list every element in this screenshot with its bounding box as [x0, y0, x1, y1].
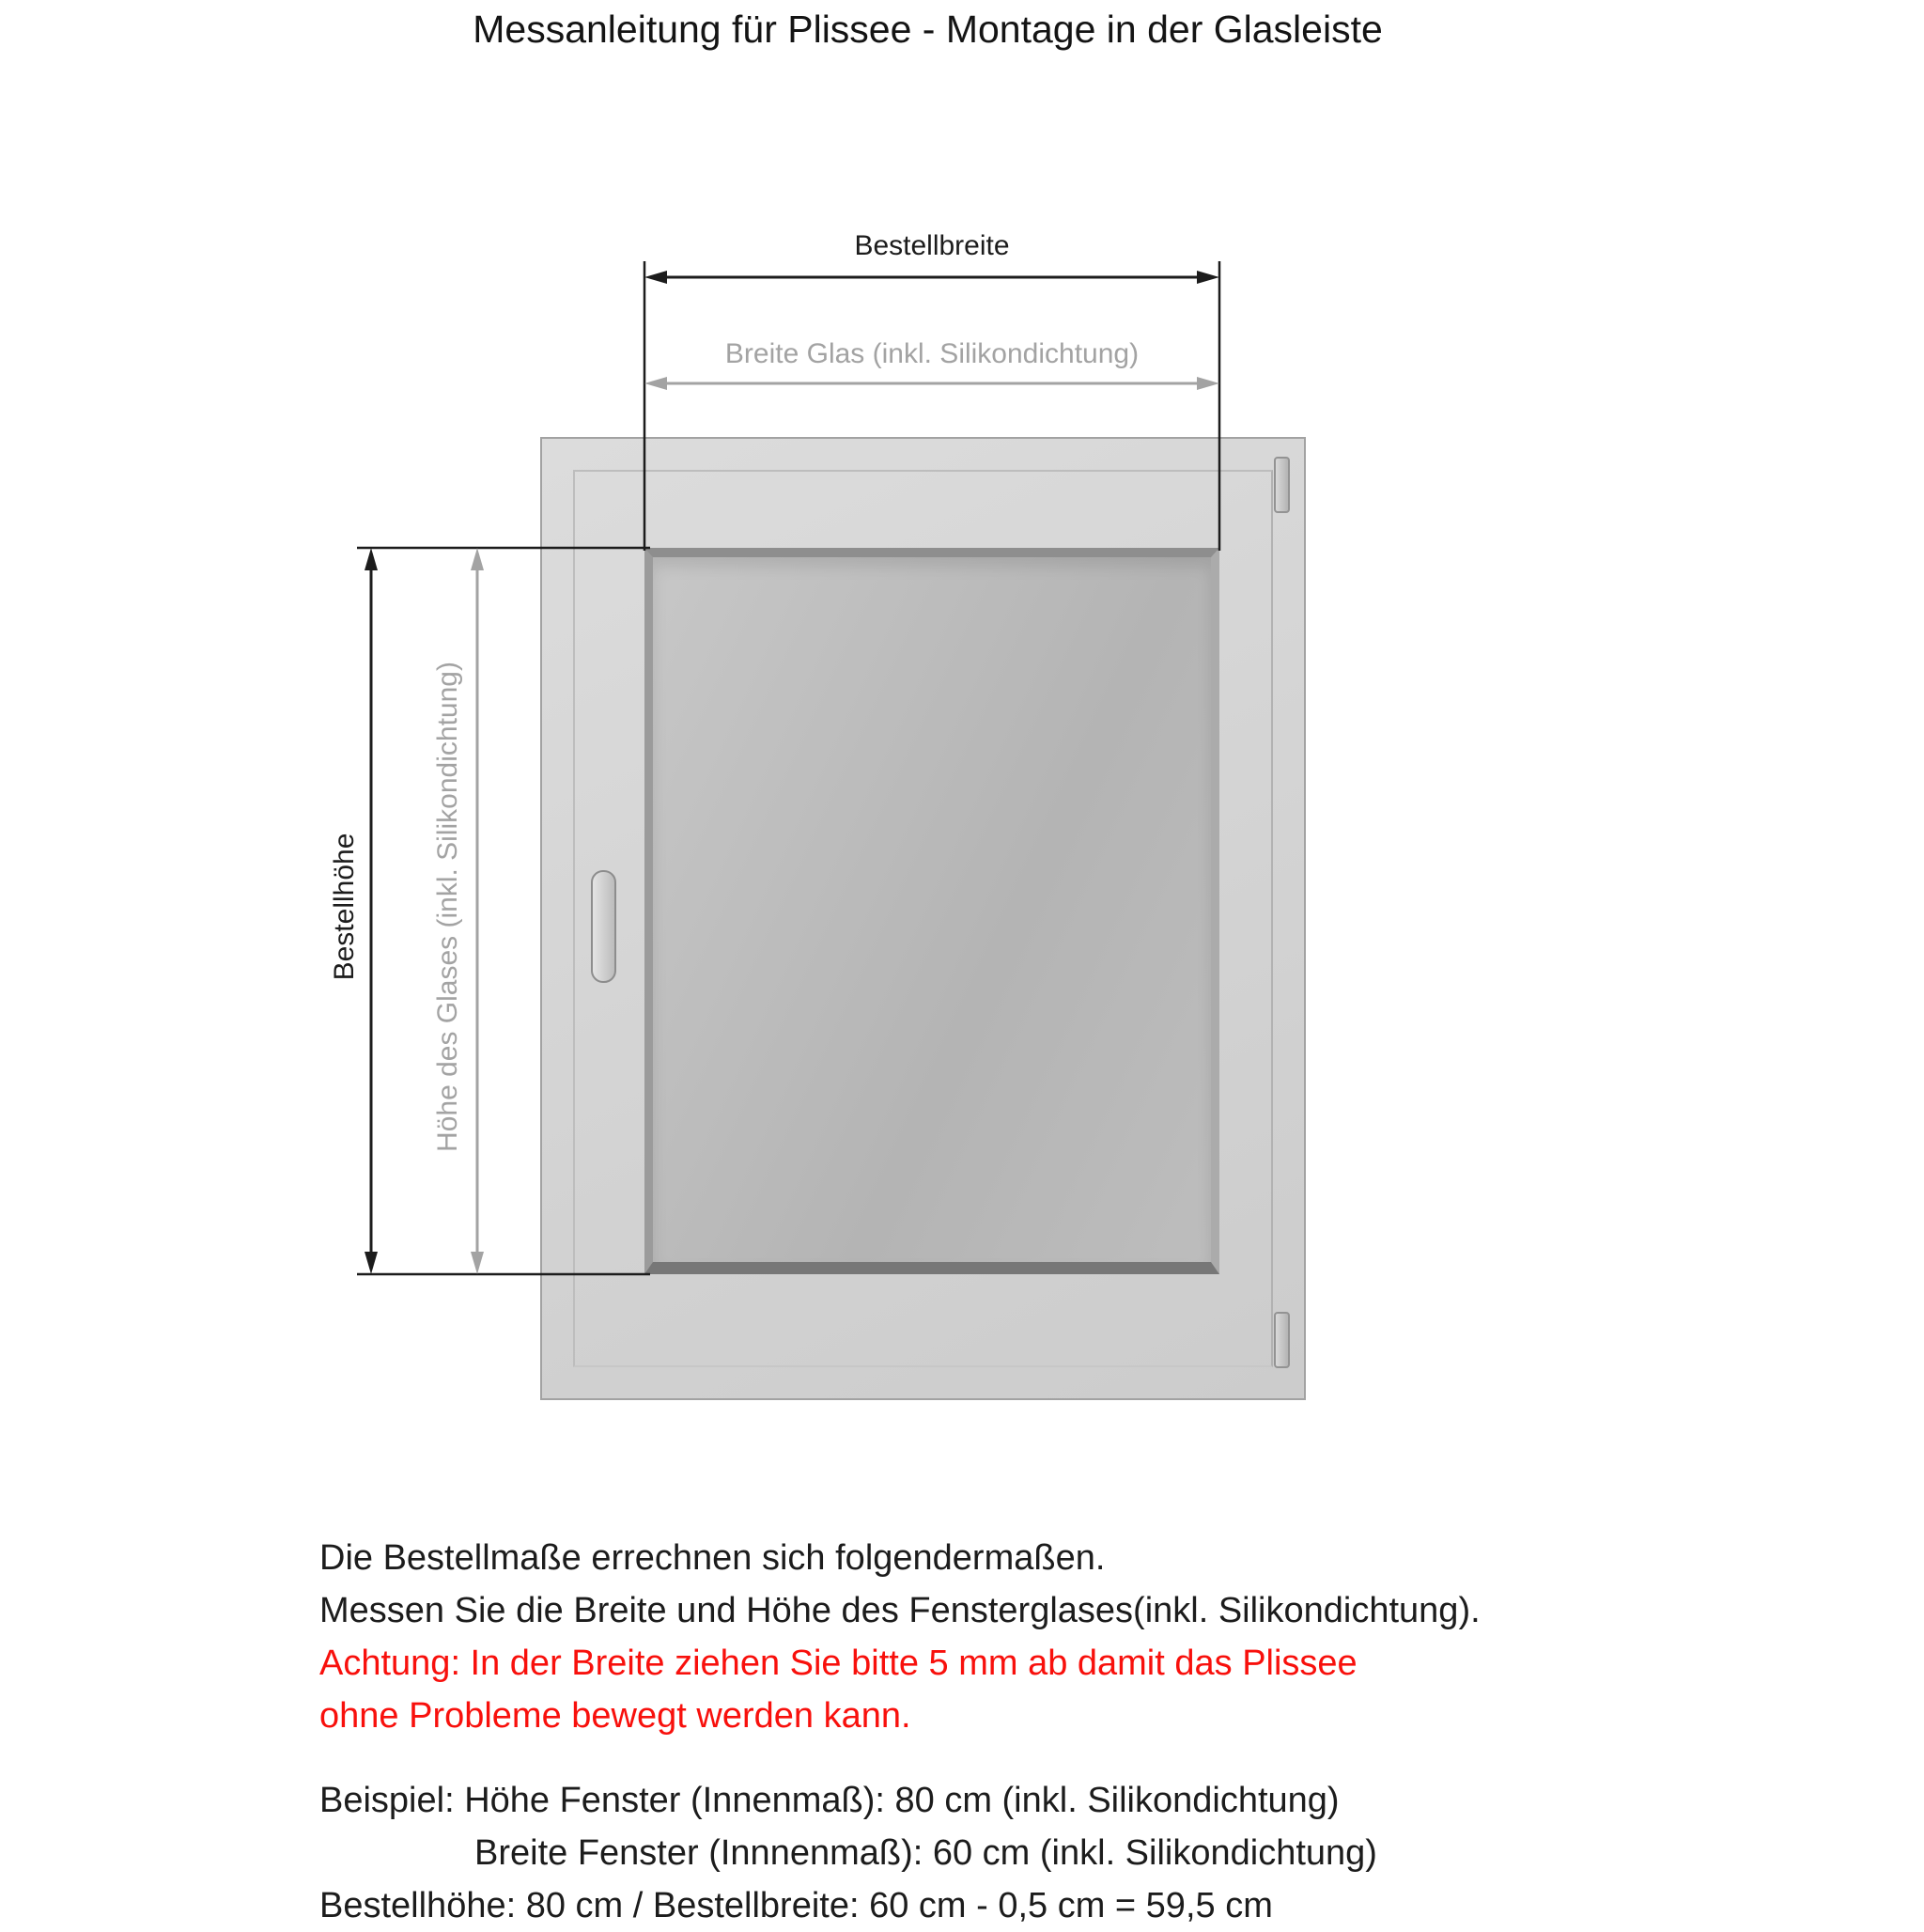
example-line-2: Breite Fenster (Innnenmaß): 60 cm (inkl. Silikondichtung) [474, 1833, 1377, 1873]
example-line-1: Beispiel: Höhe Fenster (Innenmaß): 80 cm (inkl. Silikondichtung) [319, 1781, 1340, 1820]
instruction-warning-line-2: ohne Probleme bewegt werden kann. [319, 1696, 911, 1736]
instruction-intro-line-1: Die Bestellmaße errechnen sich folgendermaßen. [319, 1538, 1106, 1578]
glass-width-dimension-arrow [644, 377, 1219, 390]
order-width-label: Bestellbreite [854, 230, 1010, 261]
glass-width-label: Breite Glas (inkl. Silikondichtung) [724, 338, 1140, 369]
instruction-warning-line-1: Achtung: In der Breite ziehen Sie bitte 5 mm ab damit das Plissee [319, 1644, 1358, 1683]
window-glass [644, 548, 1219, 1274]
page-title: Messanleitung für Plissee - Montage in der Glasleiste [473, 8, 1383, 51]
instructions-block [319, 1532, 1481, 1742]
order-height-label: Bestellhöhe [329, 833, 360, 981]
window-hinge-bottom [1274, 1312, 1290, 1368]
example-line-3: Bestellhöhe: 80 cm / Bestellbreite: 60 cm - 0,5 cm = 59,5 cm [319, 1886, 1273, 1925]
window-handle [591, 870, 616, 983]
glass-height-dimension-arrow [471, 548, 484, 1274]
window-hinge-top [1274, 457, 1290, 513]
glass-height-label: Höhe des Glases (inkl. Silikondichtung) [432, 662, 463, 1152]
instruction-intro-line-2: Messen Sie die Breite und Höhe des Fensterglases(inkl. Silikondichtung). [319, 1591, 1481, 1630]
example-block [319, 1774, 1377, 1932]
